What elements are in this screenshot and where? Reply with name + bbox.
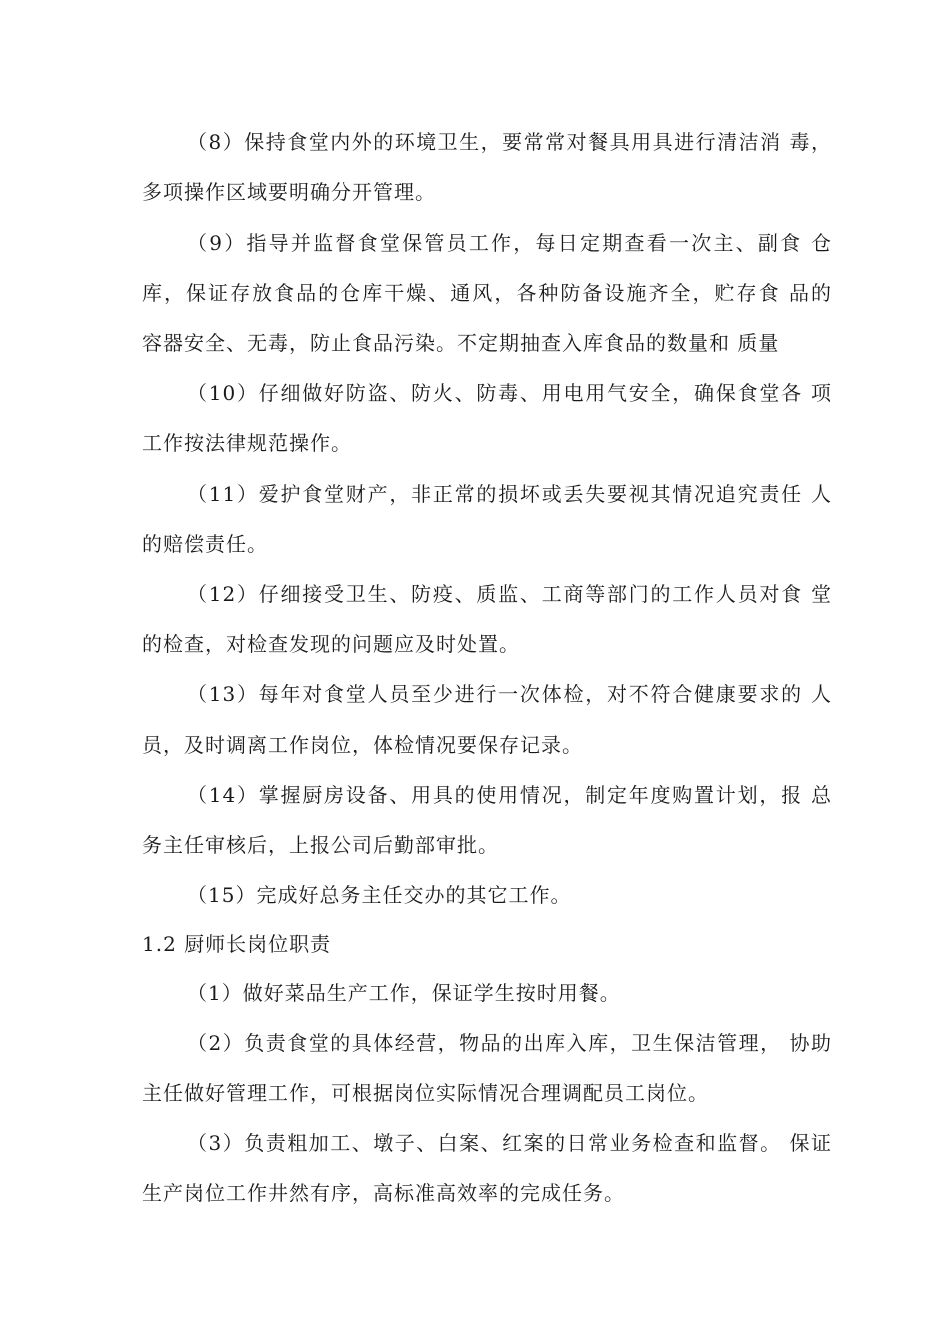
text-line: 员，及时调离工作岗位，体检情况要保存记录。 bbox=[142, 733, 583, 757]
text-line: （10）仔细做好防盗、防火、防毒、用电用气安全，确保食堂各 项 bbox=[187, 381, 832, 405]
text-line: 库，保证存放食品的仓库干燥、通风，各种防备设施齐全，贮存食 品的 bbox=[142, 281, 832, 305]
text-line: （11）爱护食堂财产，非正常的损坏或丢失要视其情况追究责任 人 bbox=[187, 482, 832, 506]
text-line: 工作按法律规范操作。 bbox=[142, 431, 352, 455]
text-line: （15）完成好总务主任交办的其它工作。 bbox=[187, 883, 572, 907]
text-line: （2）负责食堂的具体经营，物品的出库入库，卫生保洁管理， 协助 bbox=[187, 1031, 832, 1055]
text-line: （1）做好菜品生产工作，保证学生按时用餐。 bbox=[187, 981, 621, 1005]
text-line: （3）负责粗加工、墩子、白案、红案的日常业务检查和监督。 保证 bbox=[187, 1131, 832, 1155]
section-heading: 1.2 厨师长岗位职责 bbox=[142, 932, 332, 956]
text-line: 主任做好管理工作，可根据岗位实际情况合理调配员工岗位。 bbox=[142, 1081, 709, 1105]
text-line: 的赔偿责任。 bbox=[142, 532, 268, 556]
text-line: 的检查，对检查发现的问题应及时处置。 bbox=[142, 632, 520, 656]
text-line: 容器安全、无毒，防止食品污染。不定期抽查入库食品的数量和 质量 bbox=[142, 331, 780, 355]
text-line: 务主任审核后，上报公司后勤部审批。 bbox=[142, 833, 499, 857]
text-line: （12）仔细接受卫生、防疫、质监、工商等部门的工作人员对食 堂 bbox=[187, 582, 832, 606]
text-line: （8）保持食堂内外的环境卫生，要常常对餐具用具进行清洁消 毒， bbox=[187, 130, 832, 154]
text-line: 生产岗位工作井然有序，高标准高效率的完成任务。 bbox=[142, 1181, 625, 1205]
text-line: （13）每年对食堂人员至少进行一次体检，对不符合健康要求的 人 bbox=[187, 682, 832, 706]
text-line: 多项操作区域要明确分开管理。 bbox=[142, 180, 436, 204]
text-line: （14）掌握厨房设备、用具的使用情况，制定年度购置计划，报 总 bbox=[187, 783, 832, 807]
text-line: （9）指导并监督食堂保管员工作，每日定期查看一次主、副食 仓 bbox=[187, 231, 832, 255]
